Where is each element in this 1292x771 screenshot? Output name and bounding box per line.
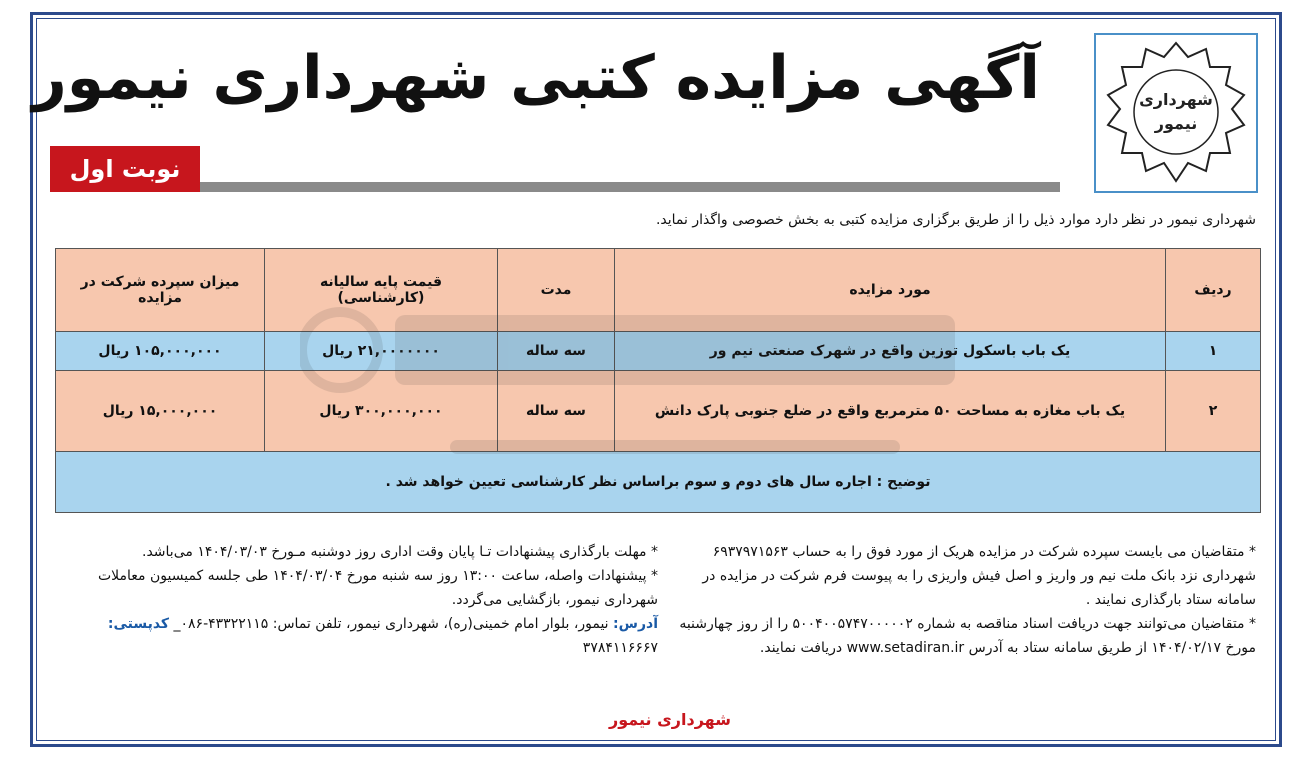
table-note-row [56, 452, 1261, 513]
round-badge: نوبت اول [50, 146, 200, 192]
condition-deadline: * مهلت بارگذاری پیشنهادات تـا پایان وقت اداری روز دوشنبه مـورخ ۱۴۰۴/۰۳/۰۳ می‌باشد. [142, 544, 658, 560]
row-item: یک باب باسکول توزین واقع در شهرک صنعتی نیم ور [615, 332, 1166, 371]
postal-value: ۳۷۸۴۱۱۶۶۶۷ [582, 640, 658, 656]
signature: شهرداری نیمور [609, 710, 731, 729]
condition-opening: * پیشنهادات واصله، ساعت ۱۳:۰۰ روز سه شنبه مورخ ۱۴۰۴/۰۳/۰۴ طی جلسه کمیسیون معاملات شهرداری نیمور، بازگشایی می‌گردد. [98, 568, 658, 608]
postal-label: کدپستی: [107, 616, 170, 632]
address-label: آدرس: [613, 616, 658, 632]
header-row-number: ردیف [1166, 249, 1261, 332]
row-base-price: ۳۰۰,۰۰۰,۰۰۰ ریال [265, 371, 498, 452]
conditions-left [58, 540, 658, 660]
row-base-price: ۲۱,۰۰۰۰۰۰۰ ریال [265, 332, 498, 371]
header-deposit: میزان سپرده شرکت در مزایده [56, 249, 265, 332]
header-base-price [265, 249, 498, 332]
municipality-logo [1094, 33, 1258, 193]
row-deposit: ۱۰۵,۰۰۰,۰۰۰ ریال [56, 332, 265, 371]
title-underline [195, 182, 1060, 192]
condition-deposit: * متقاضیان می بایست سپرده شرکت در مزایده هریک از مورد فوق را به حساب ۶۹۳۷۹۷۱۵۶۳ شهرداری نزد بانک ملت نیم ور واریز و اصل فیش واریزی را به پیوست فرم شرکت در مزایده در سامانه ستاد بارگذاری نمایند . [702, 544, 1256, 608]
page-title: آگهی مزایده کتبی شهرداری نیمور [32, 43, 1040, 113]
table-row [56, 332, 1261, 371]
header-duration: مدت [498, 249, 615, 332]
logo-text: شهرداری [1139, 90, 1213, 109]
row-item: یک باب مغازه به مساحت ۵۰ مترمربع واقع در ضلع جنوبی پارک دانش [615, 371, 1166, 452]
row-number: ۱ [1166, 332, 1261, 371]
svg-text:نیمور: نیمور [1154, 114, 1198, 133]
table-note: توضیح : اجاره سال های دوم و سوم براساس نظر کارشناسی تعیین خواهد شد . [56, 452, 1261, 513]
header-base-price-line2: (کارشناسی) [337, 290, 425, 306]
condition-documents: * متقاضیان می‌توانند جهت دریافت اسناد مناقصه به شماره ۵۰۰۴۰۰۵۷۴۷۰۰۰۰۰۲ را از روز چهارشنبه مورخ ۱۴۰۴/۰۲/۱۷ از طریق سامانه ستاد به آدرس www.setadiran.ir دریافت نمایند. [679, 616, 1256, 656]
auction-table [55, 248, 1261, 513]
table-header-row [56, 249, 1261, 332]
address-value: نیمور، بلوار امام خمینی(ره)، شهرداری نیمور، تلفن تماس: ۴۳۳۲۲۱۱۵-۰۸۶_ [173, 616, 609, 632]
row-deposit: ۱۵,۰۰۰,۰۰۰ ریال [56, 371, 265, 452]
table-row [56, 371, 1261, 452]
header-item: مورد مزایده [615, 249, 1166, 332]
row-number: ۲ [1166, 371, 1261, 452]
conditions-right [660, 540, 1256, 660]
header-base-price-line1: قیمت پایه سالیانه [319, 274, 443, 290]
intro-text: شهرداری نیمور در نظر دارد موارد ذیل را از طریق برگزاری مزایده کتبی به بخش خصوصی واگذار نماید. [655, 212, 1256, 228]
row-duration: سه ساله [498, 371, 615, 452]
address-line [58, 612, 658, 660]
row-duration: سه ساله [498, 332, 615, 371]
